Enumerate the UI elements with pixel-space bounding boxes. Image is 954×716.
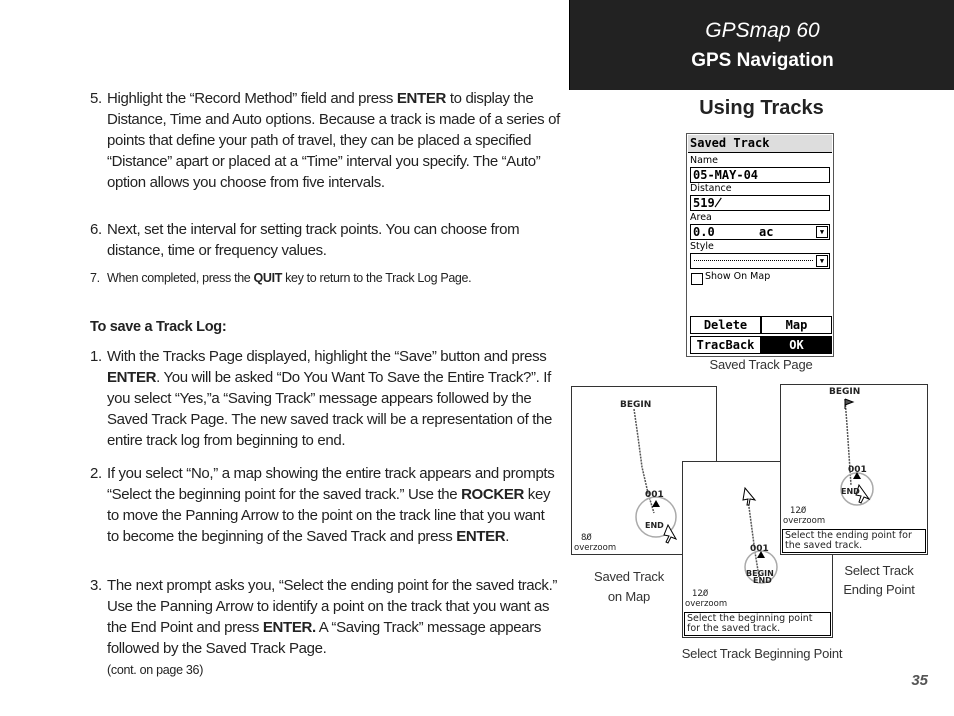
tracback-button[interactable]: TracBack xyxy=(690,336,761,354)
step-text-run: . xyxy=(505,528,510,545)
caption-line: on Map xyxy=(607,589,651,604)
begin-label: BEGIN xyxy=(829,387,861,397)
show-on-map-label: Show On Map xyxy=(705,271,771,282)
area-label: Area xyxy=(690,212,712,223)
prompt-message: Select the beginning point for the saved track. xyxy=(684,612,831,636)
key-name: QUIT xyxy=(253,271,283,285)
waypoint-label: 001 xyxy=(645,490,664,500)
step-text-run: . You will be asked “Do You Want To Save the Entire Track?”. If you select “Yes,”a “Saving Track” message appears followed by the Saved Track Page. The new saved track will be a representation of the entire track log from beginning to end. xyxy=(107,369,553,449)
step-item xyxy=(90,219,560,261)
caption-line: Ending Point xyxy=(843,582,915,597)
screen-title: Saved Track xyxy=(688,135,832,153)
step-item xyxy=(90,463,560,547)
product-name: GPSmap 60 xyxy=(705,19,820,42)
step-text xyxy=(107,219,560,261)
zoom-label: overzoom xyxy=(783,516,826,526)
step-text xyxy=(107,268,560,289)
distance-field: 519̸ xyxy=(690,195,830,211)
area-value: 0.0 xyxy=(693,225,715,239)
key-name: ENTER xyxy=(107,369,157,386)
end-label: END xyxy=(645,521,664,530)
end-label: END xyxy=(753,576,772,585)
step-text xyxy=(107,463,560,547)
chapter-name: GPS Navigation xyxy=(691,50,834,71)
prompt-message: Select the ending point for the saved track. xyxy=(782,529,926,553)
show-on-map-checkbox[interactable] xyxy=(691,273,703,285)
chevron-down-icon[interactable]: ▼ xyxy=(816,226,828,238)
zoom-label: overzoom xyxy=(574,543,617,553)
step-number: 5. xyxy=(90,90,102,107)
step-text-run: A “Saving Track” message appears followed by the Saved Track Page. xyxy=(107,619,542,657)
step-text-run: key to return to the Track Log Page. xyxy=(282,271,472,285)
begin-label: BEGIN xyxy=(620,400,652,410)
waypoint-label: 001 xyxy=(848,465,867,475)
map-scale: 120̸ xyxy=(790,506,807,516)
subheading: To save a Track Log: xyxy=(90,319,227,335)
key-name: ENTER xyxy=(396,90,446,107)
step-text-run: to display the Distance, Time and Auto options. Because a track is made of a series of points that define your path of travel, they can be placed a specified “Distance” apart or placed at a “Time” interval you specify. The “Auto” option allows you choose from five intervals. xyxy=(107,90,560,191)
area-field[interactable] xyxy=(690,224,830,240)
step-text xyxy=(107,575,560,659)
key-name: ROCKER xyxy=(461,486,524,503)
style-label: Style xyxy=(690,241,714,252)
chapter-header xyxy=(569,0,954,90)
page-number: 35 xyxy=(911,672,928,689)
zoom-label: overzoom xyxy=(685,599,728,609)
step-text-run: If you select “No,” a map showing the entire track appears and prompts “Select the beginning point for the saved track.” Use the xyxy=(107,465,555,503)
caption-line: Select Track xyxy=(844,563,914,578)
step-number: 1. xyxy=(90,348,102,365)
section-title: Using Tracks xyxy=(699,97,824,119)
caption-saved-track-on-map xyxy=(588,567,670,607)
line-style-sample xyxy=(694,260,813,261)
step-item xyxy=(90,575,560,659)
begin-label: BEGIN xyxy=(746,569,774,578)
step-text xyxy=(107,346,560,451)
step-number: 6. xyxy=(90,221,102,238)
caption-saved-track-page: Saved Track Page xyxy=(709,357,813,372)
name-field[interactable]: 05-MAY-04 xyxy=(690,167,830,183)
step-number: 2. xyxy=(90,465,102,482)
key-name: ENTER xyxy=(456,528,506,545)
map-scale: 80̸ xyxy=(581,533,592,543)
end-label: END xyxy=(841,487,860,496)
distance-label: Distance xyxy=(690,183,732,194)
step-item xyxy=(90,268,560,289)
ok-button[interactable]: OK xyxy=(761,336,832,354)
chevron-down-icon[interactable]: ▼ xyxy=(816,255,828,267)
step-text-run: Highlight the “Record Method” field and press xyxy=(107,90,397,107)
caption-line: Saved Track xyxy=(593,569,665,584)
waypoint-label: 001 xyxy=(750,544,769,554)
caption-select-end xyxy=(836,561,922,599)
map-button[interactable]: Map xyxy=(761,316,832,334)
step-number: 3. xyxy=(90,577,102,594)
step-item xyxy=(90,346,560,451)
name-label: Name xyxy=(690,155,719,166)
step-item xyxy=(90,88,560,193)
step-text-run: With the Tracks Page displayed, highlight the “Save” button and press xyxy=(107,348,547,365)
caption-select-begin: Select Track Beginning Point xyxy=(681,646,843,661)
step-number: 7. xyxy=(90,271,100,285)
style-field[interactable] xyxy=(690,253,830,269)
step-text-run: When completed, press the xyxy=(107,271,254,285)
map-scale: 120̸ xyxy=(692,589,709,599)
step-text-run: key to move the Panning Arrow to the point on the track line that you want to become the beginning of the Saved Track and press xyxy=(107,486,551,545)
saved-track-screen xyxy=(686,133,834,357)
map-select-end xyxy=(780,384,928,555)
delete-button[interactable]: Delete xyxy=(690,316,761,334)
step-text-run: Next, set the interval for setting track points. You can choose from distance, time or frequency values. xyxy=(107,221,520,259)
key-name: ENTER. xyxy=(262,619,316,636)
area-unit: ac xyxy=(759,225,774,239)
step-text xyxy=(107,88,560,193)
step-text-run: The next prompt asks you, “Select the ending point for the saved track.” Use the Panning Arrow to identify a point on the track that you want as the End Point and press xyxy=(107,577,558,636)
cont-note: (cont. on page 36) xyxy=(107,663,204,677)
